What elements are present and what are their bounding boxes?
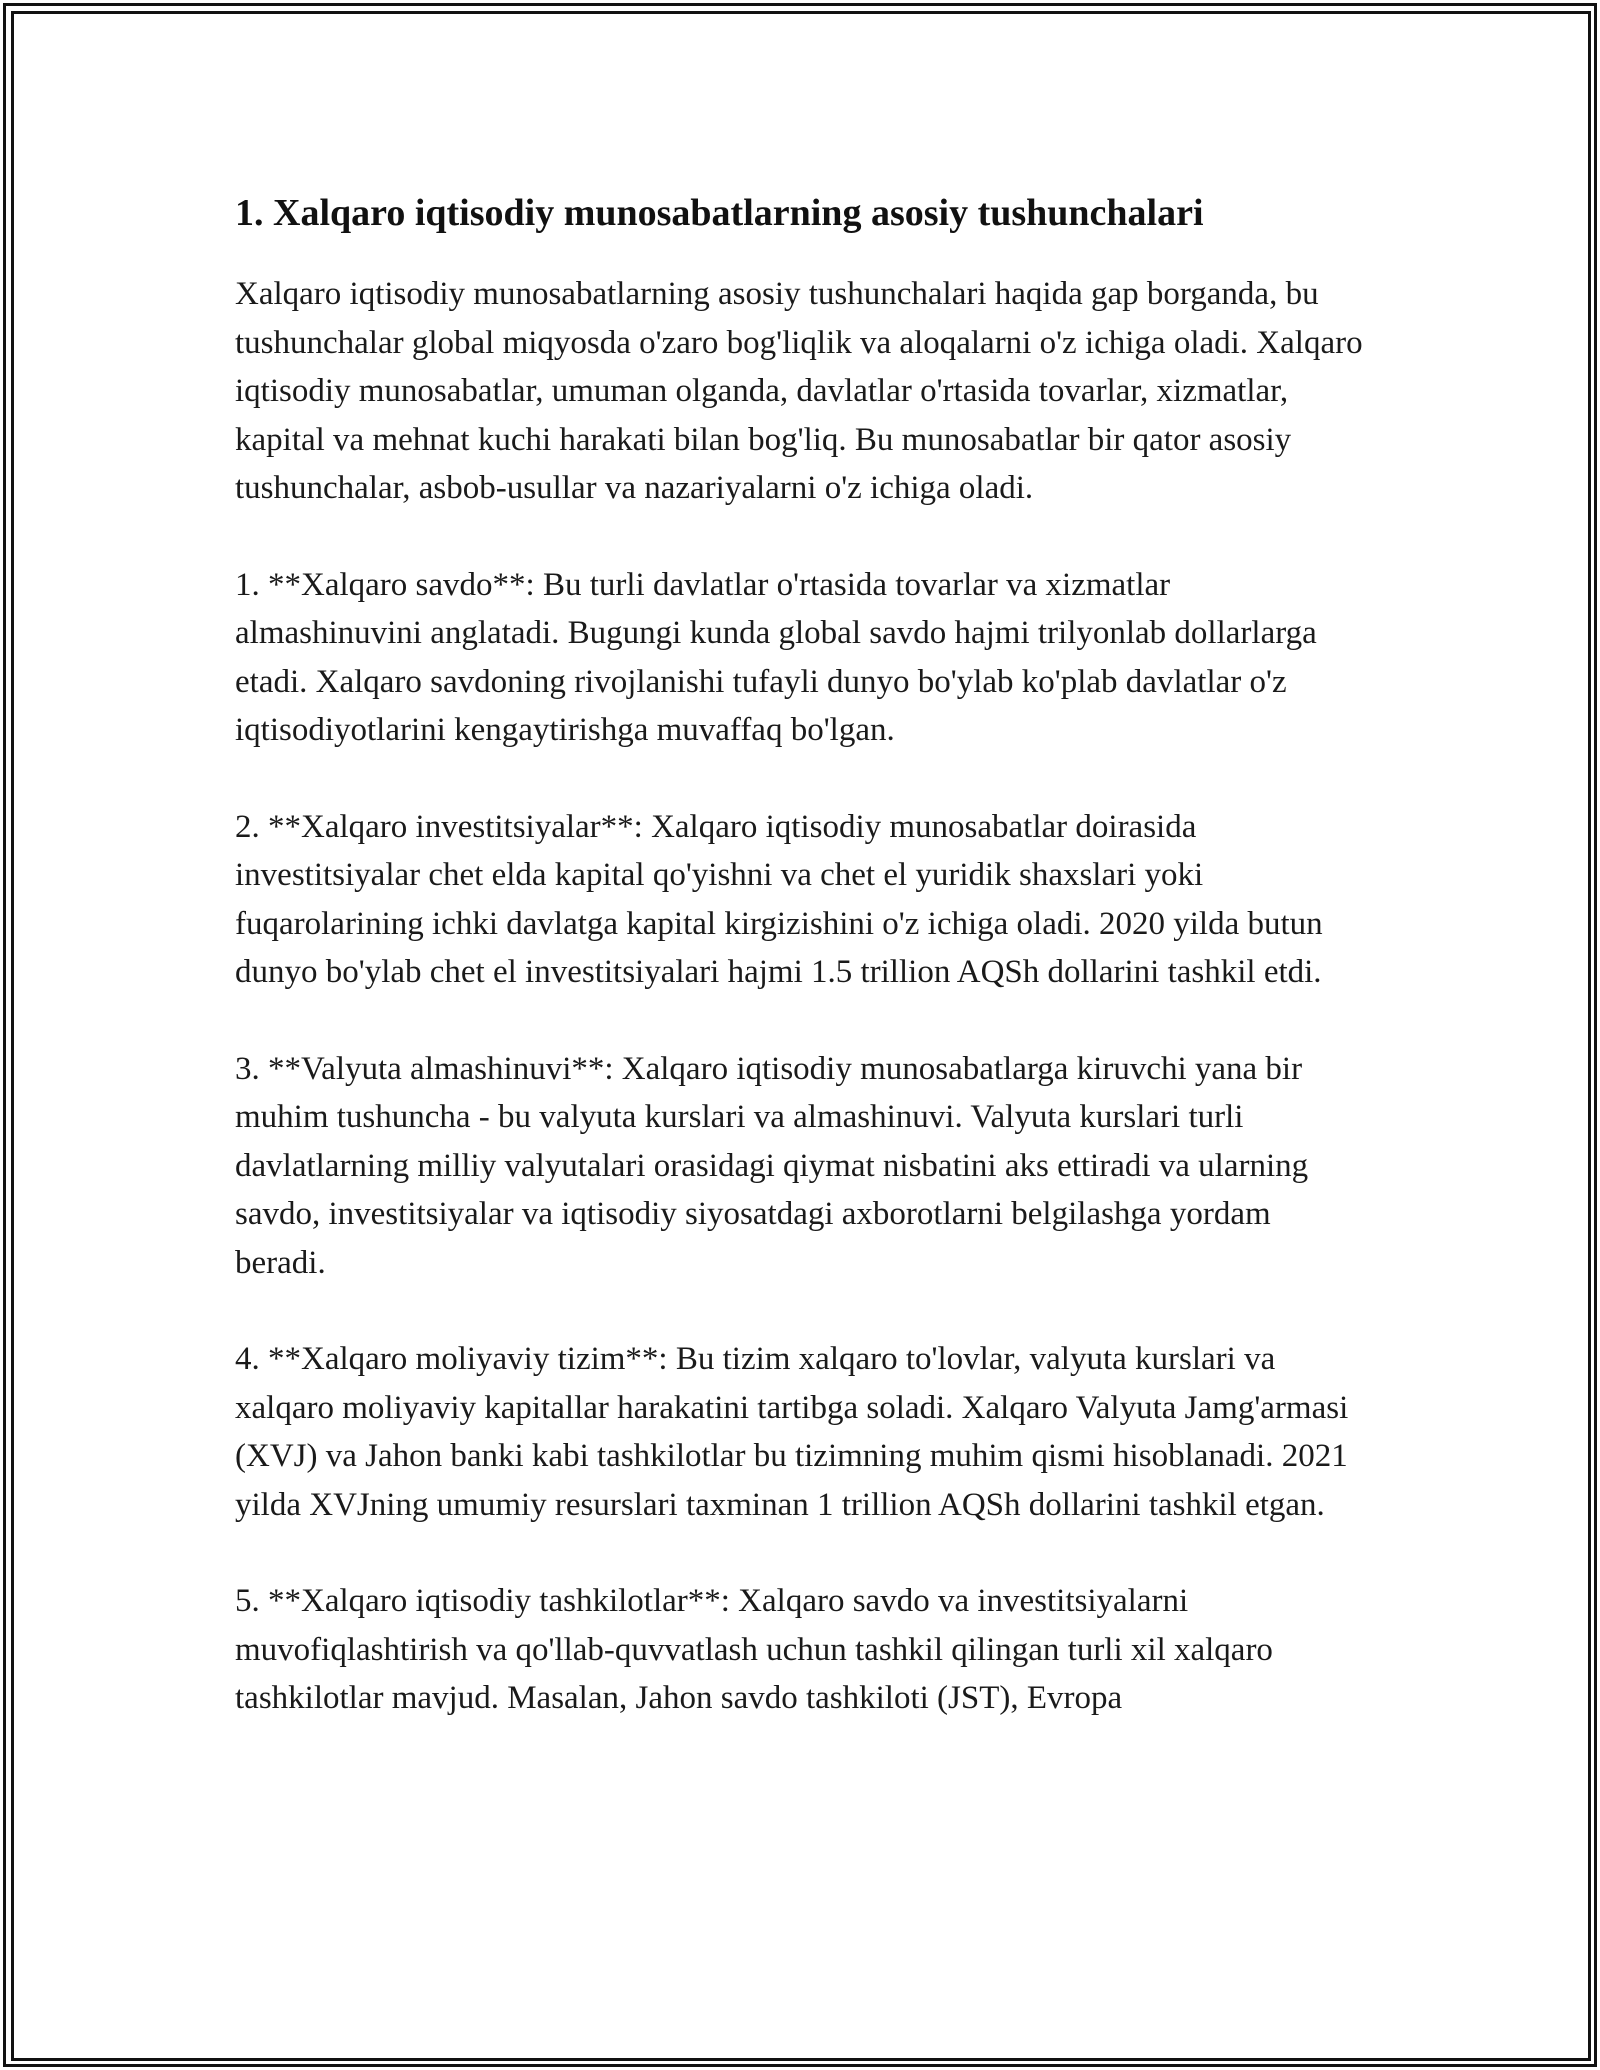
intro-paragraph: Xalqaro iqtisodiy munosabatlarning asosiy tushunchalari haqida gap borganda, bu tushunchalar global miqyosda o'zaro bog'liqlik va aloqalarni o'z ichiga oladi. Xalqaro iqtisodiy munosabatlar, umuman olganda, davlatlar o'rtasida tovarlar, xizmatlar, kapital va mehnat kuchi harakati bilan bog'liq. Bu munosabatlar bir qator asosiy tushunchalar, asbob-usullar va nazariyalarni o'z ichiga oladi. [235, 276, 1363, 506]
paragraph-international-organizations: 5. **Xalqaro iqtisodiy tashkilotlar**: Xalqaro savdo va investitsiyalarni muvofiqlashtirish va qo'llab-quvvatlash uchun tashkil qilingan turli xil xalqaro tashkilotlar mavjud. Masalan, Jahon savdo tashkiloti (JST), Evropa [235, 1583, 1273, 1716]
document-body [235, 186, 1365, 1771]
paragraph-international-trade: 1. **Xalqaro savdo**: Bu turli davlatlar o'rtasida tovarlar va xizmatlar almashinuvini anglatadi. Bugungi kunda global savdo hajmi trilyonlab dollarlarga etadi. Xalqaro savdoning rivojlanishi tufayli dunyo bo'ylab ko'plab davlatlar o'z iqtisodiyotlarini kengaytirishga muvaffaq bo'lgan. [235, 566, 1317, 748]
section-heading: 1. Xalqaro iqtisodiy munosabatlarning asosiy tushunchalari [235, 192, 1204, 234]
paragraph-international-financial-system: 4. **Xalqaro moliyaviy tizim**: Bu tizim xalqaro to'lovlar, valyuta kurslari va xalqaro moliyaviy kapitallar harakatini tartibga soladi. Xalqaro Valyuta Jamg'armasi (XVJ) va Jahon banki kabi tashkilotlar bu tizimning muhim qismi hisoblanadi. 2021 yilda XVJning umumiy resurslari taxminan 1 trillion AQSh dollarini tashkil etgan. [235, 1341, 1349, 1523]
paragraph-international-investments: 2. **Xalqaro investitsiyalar**: Xalqaro iqtisodiy munosabatlar doirasida investitsiyalar chet elda kapital qo'yishni va chet el yuridik shaxslari yoki fuqarolarining ichki davlatga kapital kirgizishini o'z ichiga oladi. 2020 yilda butun dunyo bo'ylab chet el investitsiyalari hajmi 1.5 trillion AQSh dollarini tashkil etdi. [235, 808, 1323, 990]
paragraph-currency-exchange: 3. **Valyuta almashinuvi**: Xalqaro iqtisodiy munosabatlarga kiruvchi yana bir muhim tushuncha - bu valyuta kurslari va almashinuvi. Valyuta kurslari turli davlatlarning milliy valyutalari orasidagi qiymat nisbatini aks ettiradi va ularning savdo, investitsiyalar va iqtisodiy siyosatdagi axborotlarni belgilashga yordam beradi. [235, 1050, 1309, 1281]
